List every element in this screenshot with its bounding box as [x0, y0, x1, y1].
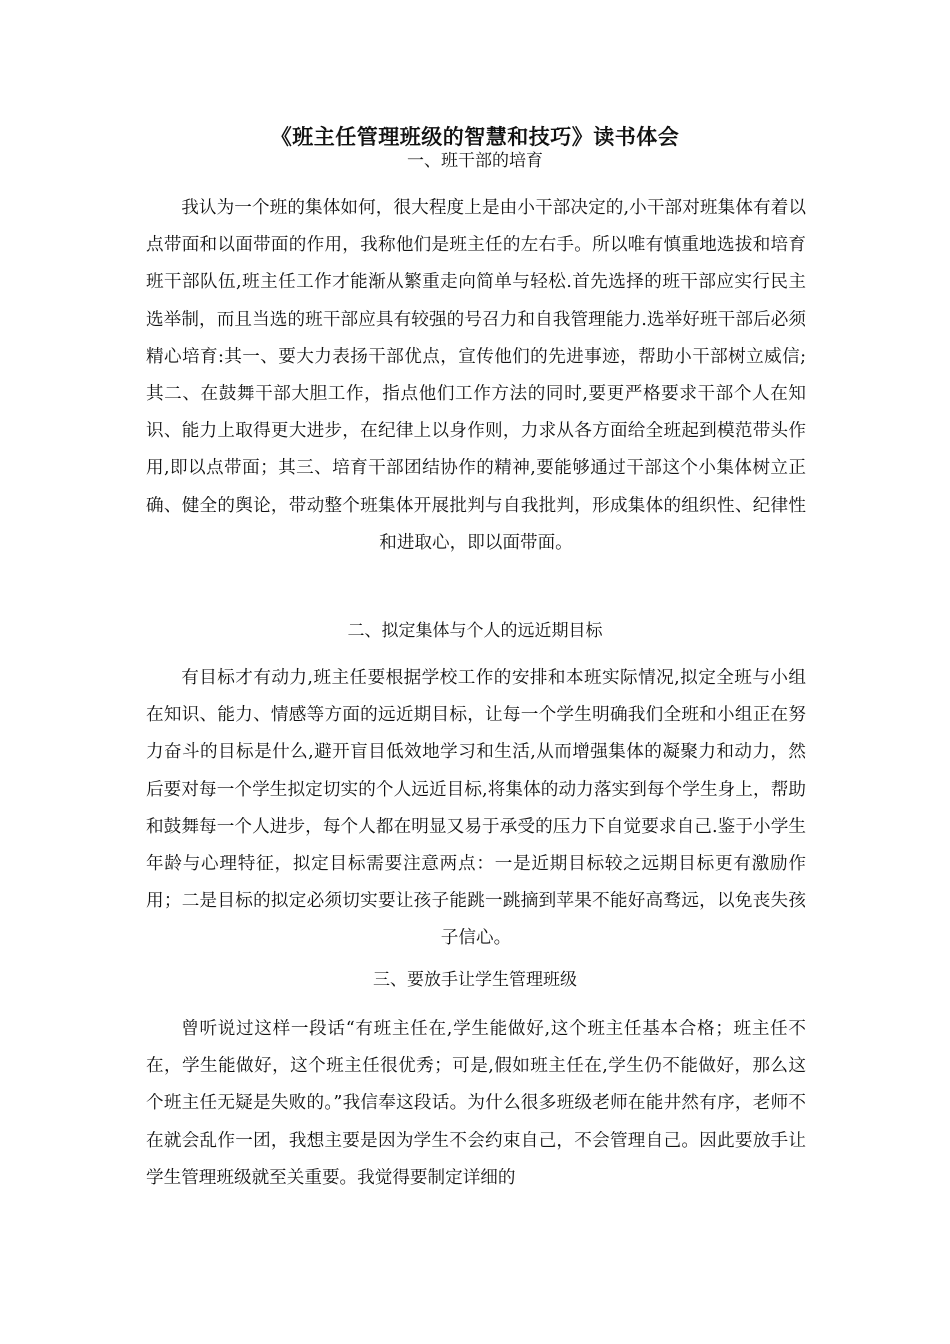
section-paragraph-1: 我认为一个班的集体如何，很大程度上是由小干部决定的,小干部对班集体有着以点带面和以面带面的作用，我称他们是班主任的左右手。所以唯有慎重地选拔和培育班干部队伍,班主任工作才能渐从繁重走向简单与轻松.首先选择的班干部应实行民主选举制，而且当选的班干部应具有较强的号召力和自我管理能力.选举好班干部后必须精心培育:其一、要大力表扬干部优点，宣传他们的先进事迹，帮助小干部树立威信;其二、在鼓舞干部大胆工作，指点他们工作方法的同时,要更严格要求干部个人在知识、能力上取得更大进步，在纪律上以身作则，力求从各方面给全班起到模范带头作用,即以点带面；其三、培育干部团结协作的精神,要能够通过干部这个小集体树立正确、健全的舆论，带动整个班集体开展批判与自我批判，形成集体的组织性、纪律性和进取心，即以面带面。	[146, 198, 806, 553]
section-heading-2: 二、拟定集体与个人的远近期目标	[347, 621, 603, 641]
section-heading-1: 一、班干部的培育	[407, 151, 543, 171]
document-title: 《班主任管理班级的智慧和技巧》读书体会	[270, 124, 680, 149]
section-paragraph-2: 有目标才有动力,班主任要根据学校工作的安排和本班实际情况,拟定全班与小组在知识、能力、情感等方面的远近期目标，让每一个学生明确我们全班和小组正在努力奋斗的目标是什么,避开盲目低效地学习和生活,从而增强集体的凝聚力和动力，然后要对每一个学生拟定切实的个人远近目标,将集体的动力落实到每个学生身上，帮助和鼓舞每一个人进步，每个人都在明显又易于承受的压力下自觉要求自己.鉴于小学生年龄与心理特征，拟定目标需要注意两点：一是近期目标较之远期目标更有激励作用；二是目标的拟定必须切实要让孩子能跳一跳摘到苹果不能好高骛远，以免丧失孩子信心。	[146, 668, 806, 949]
section-paragraph-3: 曾听说过这样一段话“有班主任在,学生能做好,这个班主任基本合格；班主任不在，学生能做好，这个班主任很优秀；可是,假如班主任在,学生仍不能做好，那么这个班主任无疑是失败的。”我信奉这段话。为什么很多班级老师在能井然有序，老师不在就会乱作一团，我想主要是因为学生不会约束自己，不会管理自己。因此要放手让学生管理班级就至关重要。我觉得要制定详细的	[146, 1019, 806, 1188]
section-heading-3: 三、要放手让学生管理班级	[373, 970, 577, 990]
